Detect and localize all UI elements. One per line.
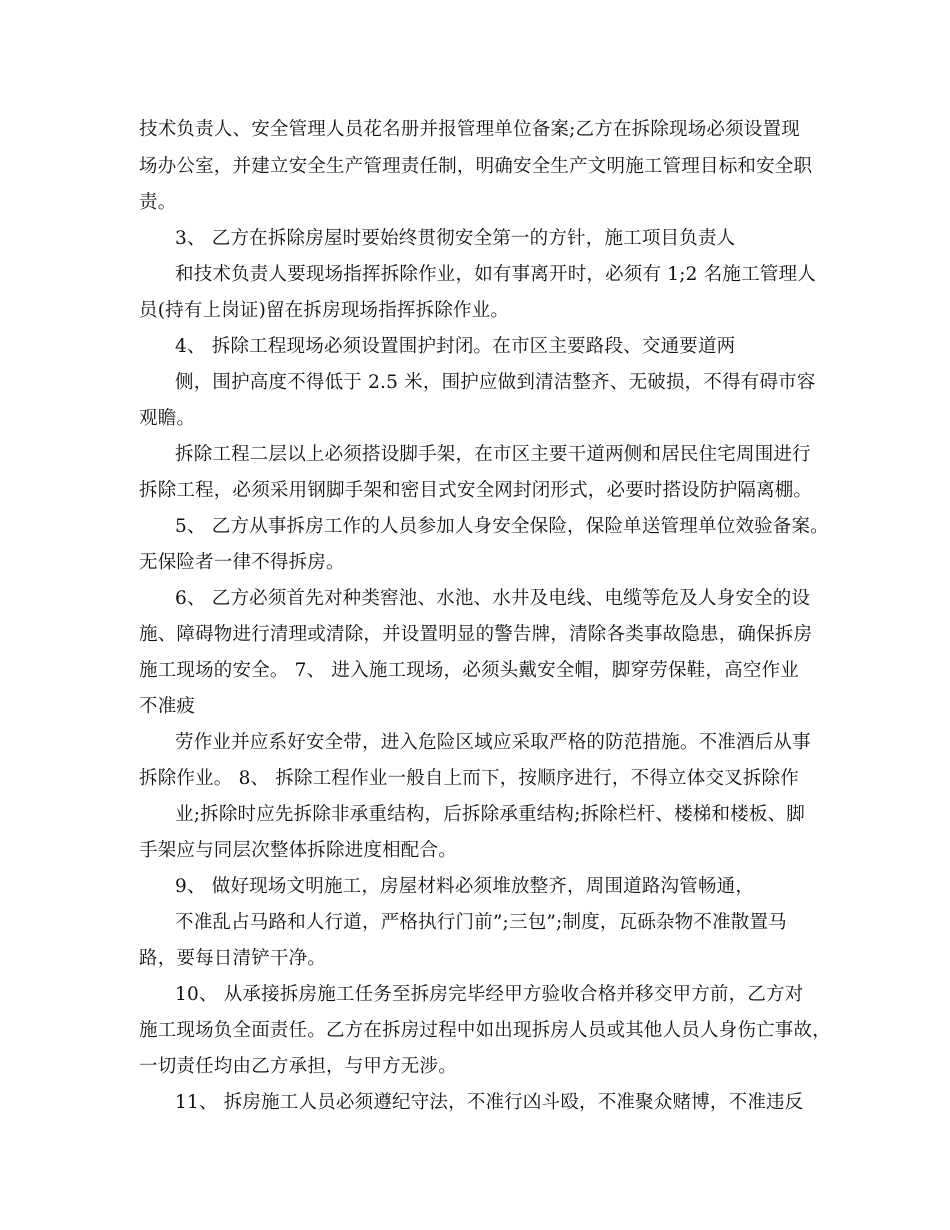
text-line: 拆除工程，必须采用钢脚手架和密目式安全网封闭形式，必要时搭设防护隔离棚。	[139, 480, 813, 501]
text-line: 不准乱占马路和人行道，严格执行门前”;三包”;制度，瓦砾杂物不准散置马	[175, 912, 787, 933]
text-line: 场办公室，并建立安全生产管理责任制，明确安全生产文明施工管理目标和安全职	[139, 156, 813, 177]
text-line: 施工现场负全面责任。乙方在拆房过程中如出现拆房人员或其他人员人身伤亡事故，	[139, 1020, 831, 1041]
text-line: 10、 从承接拆房施工任务至拆房完毕经甲方验收合格并移交甲方前，乙方对	[175, 984, 804, 1005]
text-line: 技术负责人、安全管理人员花名册并报管理单位备案;乙方在拆除现场必须设置现	[139, 119, 800, 140]
text-line: 4、 拆除工程现场必须设置围护封闭。在市区主要路段、交通要道两	[175, 336, 736, 357]
text-line: 和技术负责人要现场指挥拆除作业，如有事离开时，必须有 1;2 名施工管理人	[175, 264, 816, 285]
text-line: 员(持有上岗证)留在拆房现场指挥拆除作业。	[139, 300, 510, 321]
text-line: 一切责任均由乙方承担，与甲方无涉。	[139, 1056, 457, 1077]
text-line: 路，要每日清铲干净。	[139, 948, 327, 969]
text-line: 施、障碍物进行清理或清除，并设置明显的警告牌，清除各类事故隐患，确保拆房	[139, 624, 813, 645]
text-line: 不准疲	[139, 696, 196, 717]
text-line: 3、 乙方在拆除房屋时要始终贯彻安全第一的方针，施工项目负责人	[175, 228, 736, 249]
text-line: 侧，围护高度不得低于 2.5 米，围护应做到清洁整齐、无破损，不得有碍市容	[175, 372, 816, 393]
text-line: 11、 拆房施工人员必须遵纪守法，不准行凶斗殴，不准聚众赌博，不准违反	[175, 1092, 804, 1113]
text-line: 手架应与同层次整体拆除进度相配合。	[139, 840, 457, 861]
text-line: 6、 乙方必须首先对种类窖池、水池、水井及电线、电缆等危及人身安全的设	[175, 588, 811, 609]
text-line: 拆除作业。 8、 拆除工程作业一般自上而下，按顺序进行，不得立体交叉拆除作	[139, 768, 799, 789]
text-line: 9、 做好现场文明施工，房屋材料必须堆放整齐，周围道路沟管畅通，	[175, 876, 755, 897]
text-line: 劳作业并应系好安全带，进入危险区域应采取严格的防范措施。不准酒后从事	[175, 732, 811, 753]
text-line: 业;拆除时应先拆除非承重结构，后拆除承重结构;拆除栏杆、楼梯和楼板、脚	[175, 804, 805, 825]
text-line: 无保险者一律不得拆房。	[139, 552, 345, 573]
text-line: 观瞻。	[139, 408, 196, 429]
text-line: 施工现场的安全。 7、 进入施工现场，必须头戴安全帽，脚穿劳保鞋，高空作业	[139, 660, 799, 681]
text-line: 5、 乙方从事拆房工作的人员参加人身安全保险，保险单送管理单位效验备案。	[175, 516, 829, 537]
text-line: 拆除工程二层以上必须搭设脚手架，在市区主要干道两侧和居民住宅周围进行	[175, 444, 811, 465]
text-line: 责。	[139, 192, 177, 213]
